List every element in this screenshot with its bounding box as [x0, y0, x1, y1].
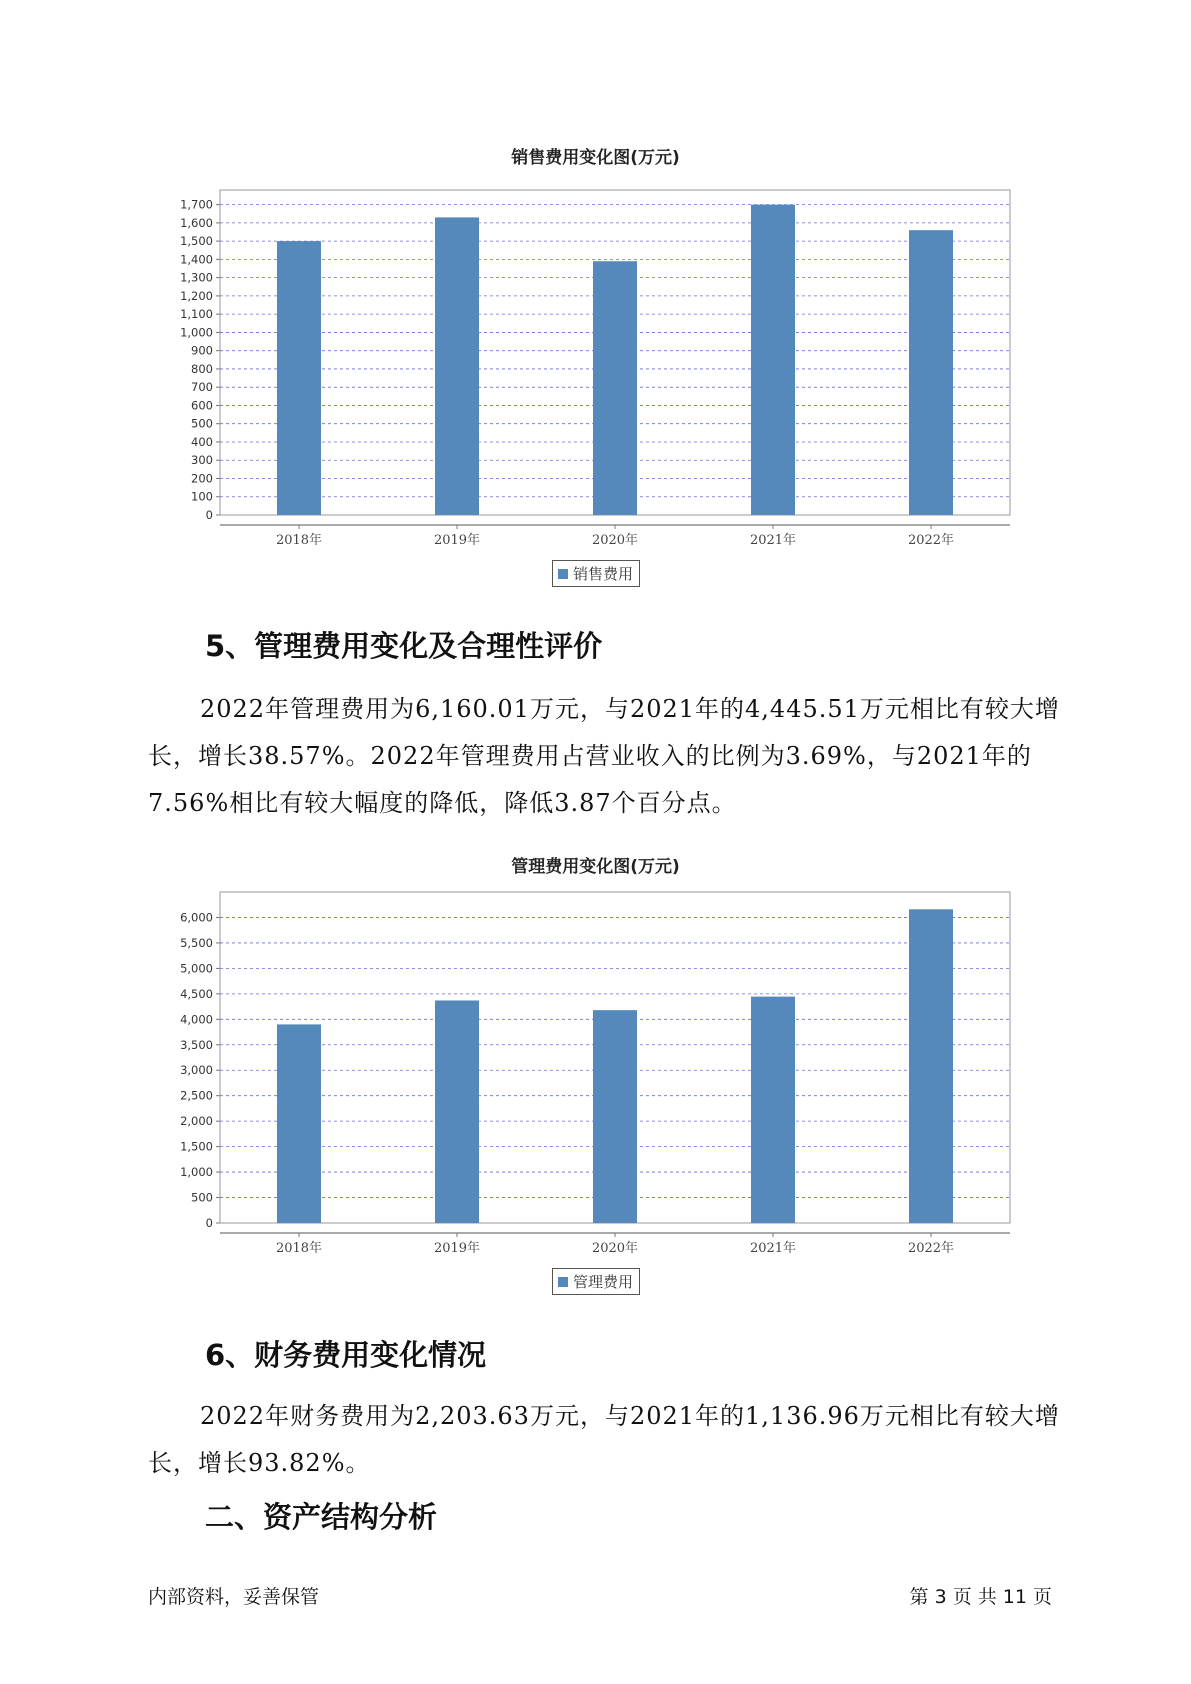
y-tick-label: 100 — [191, 489, 213, 504]
bar — [909, 230, 953, 515]
x-tick-label: 2021年 — [749, 533, 797, 548]
y-tick-label: 1,700 — [180, 197, 213, 212]
x-tick-label: 2022年 — [907, 1241, 955, 1256]
bar — [435, 217, 479, 515]
bar — [593, 261, 637, 515]
x-tick-label: 2022年 — [907, 533, 955, 548]
y-tick-label: 300 — [191, 453, 213, 468]
y-tick-label: 1,500 — [180, 234, 213, 249]
y-tick-label: 500 — [191, 416, 213, 431]
y-tick-label: 2,000 — [180, 1114, 213, 1129]
section-title-admin-expense: 5、管理费用变化及合理性评价 — [205, 629, 603, 663]
legend-label: 销售费用 — [573, 565, 634, 583]
admin-expense-chart — [0, 880, 1191, 1280]
y-tick-label: 1,200 — [180, 288, 213, 303]
bar — [751, 205, 795, 515]
x-tick-label: 2021年 — [749, 1241, 797, 1256]
legend-label: 管理费用 — [573, 1273, 634, 1291]
y-tick-label: 600 — [191, 398, 213, 413]
chart-title-admin: 管理费用变化图(万元) — [511, 857, 680, 877]
x-tick-label: 2020年 — [591, 1241, 639, 1256]
y-tick-label: 1,400 — [180, 252, 213, 267]
bar — [593, 1010, 637, 1223]
chart-legend-admin — [552, 1268, 640, 1295]
bar — [435, 1000, 479, 1223]
y-tick-label: 0 — [205, 1216, 213, 1230]
bar — [277, 1024, 321, 1223]
y-tick-label: 400 — [191, 434, 213, 449]
y-tick-label: 1,100 — [180, 307, 213, 322]
y-tick-label: 0 — [205, 508, 213, 522]
section-title-finance-expense: 6、财务费用变化情况 — [205, 1338, 487, 1372]
y-tick-label: 1,300 — [180, 270, 213, 285]
x-tick-label: 2020年 — [591, 533, 639, 548]
bar — [751, 997, 795, 1223]
chart-legend-sales — [552, 560, 640, 587]
paragraph-admin-expense: 2022年管理费用为6,160.01万元，与2021年的4,445.51万元相比有较大增长，增长38.57%。2022年管理费用占营业收入的比例为3.69%，与2021年的7.56%相比有较大幅度的降低，降低3.87个百分点。 — [148, 695, 1060, 817]
y-tick-label: 1,500 — [180, 1139, 213, 1154]
y-tick-label: 6,000 — [180, 910, 213, 925]
paragraph-finance-expense: 2022年财务费用为2,203.63万元，与2021年的1,136.96万元相比有较大增长，增长93.82%。 — [148, 1402, 1060, 1477]
y-tick-label: 1,000 — [180, 325, 213, 340]
bar — [277, 241, 321, 515]
y-tick-label: 1,600 — [180, 215, 213, 230]
y-tick-label: 800 — [191, 361, 213, 376]
y-tick-label: 1,000 — [180, 1165, 213, 1180]
y-tick-label: 700 — [191, 380, 213, 395]
y-tick-label: 200 — [191, 471, 213, 486]
y-tick-label: 900 — [191, 343, 213, 358]
footer-page-number: 第 3 页 共 11 页 — [909, 1586, 1052, 1608]
y-tick-label: 2,500 — [180, 1088, 213, 1103]
x-tick-label: 2019年 — [433, 533, 481, 548]
x-tick-label: 2018年 — [275, 533, 323, 548]
y-tick-label: 5,500 — [180, 935, 213, 950]
y-tick-label: 5,000 — [180, 961, 213, 976]
x-tick-label: 2018年 — [275, 1241, 323, 1256]
y-tick-label: 4,000 — [180, 1012, 213, 1027]
y-tick-label: 4,500 — [180, 986, 213, 1001]
bar — [909, 909, 953, 1223]
y-tick-label: 500 — [191, 1190, 213, 1205]
section-title-asset-structure: 二、资产结构分析 — [205, 1500, 438, 1534]
footer-confidential: 内部资料，妥善保管 — [148, 1586, 320, 1608]
legend-swatch — [558, 569, 568, 579]
sales-expense-chart — [0, 180, 1191, 620]
chart-title-sales: 销售费用变化图(万元) — [511, 148, 680, 168]
y-tick-label: 3,500 — [180, 1037, 213, 1052]
y-tick-label: 3,000 — [180, 1063, 213, 1078]
legend-swatch — [558, 1277, 568, 1287]
x-tick-label: 2019年 — [433, 1241, 481, 1256]
